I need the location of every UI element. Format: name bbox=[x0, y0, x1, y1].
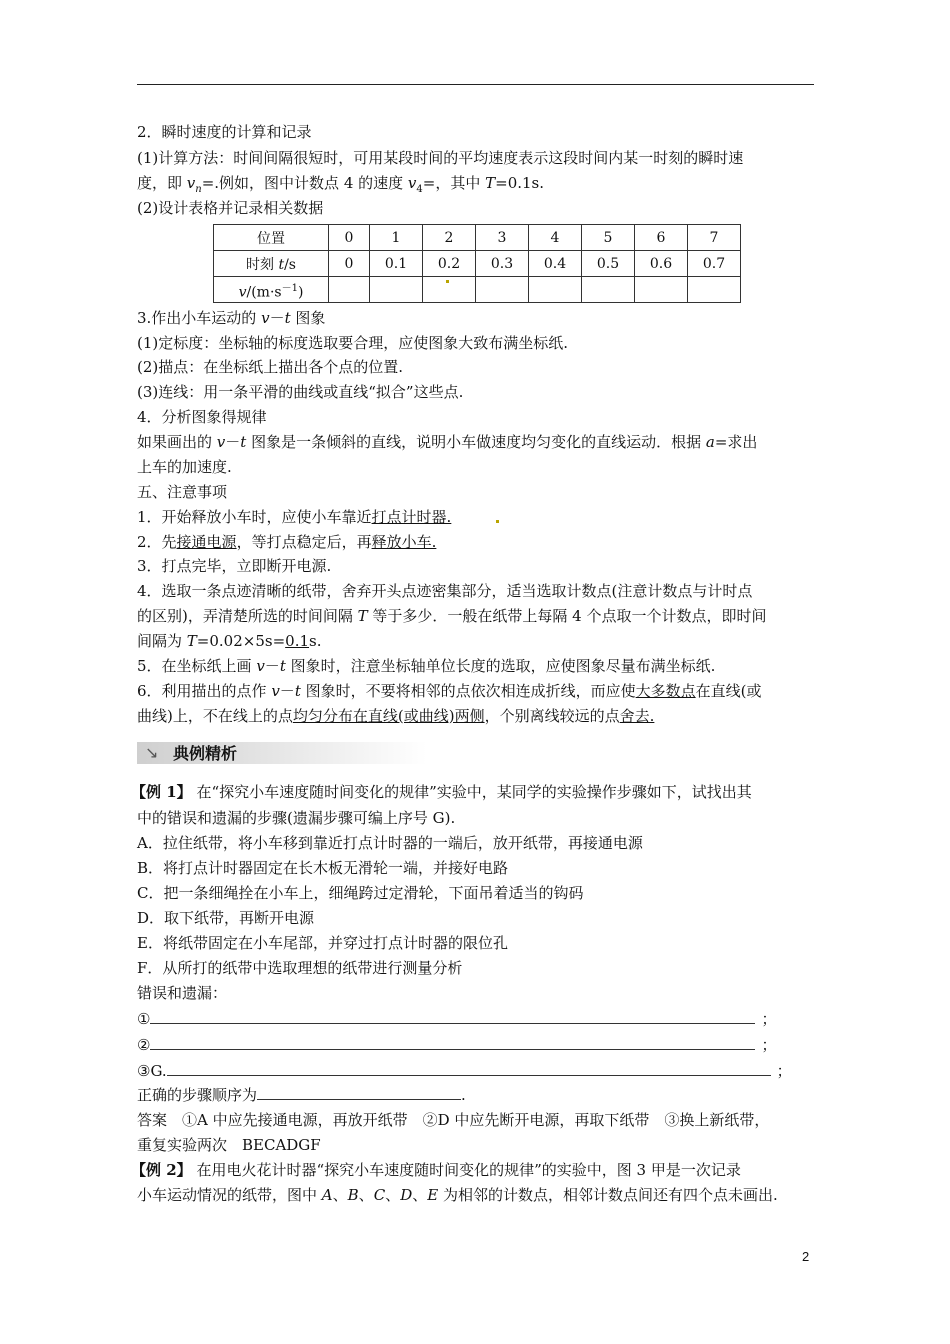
plot-step: (2)描点：在坐标纸上描出各个点的位置. bbox=[137, 358, 404, 376]
table-cell: 1 bbox=[370, 225, 423, 251]
table-cell: 0.1 bbox=[370, 251, 423, 277]
table-cell: 6 bbox=[635, 225, 688, 251]
time-label-cell: 时刻 t/s bbox=[214, 251, 329, 277]
table-cell[interactable] bbox=[370, 277, 423, 303]
table-row bbox=[214, 277, 741, 303]
connect-step: (3)连线：用一条平滑的曲线或直线“拟合”这些点. bbox=[137, 383, 464, 401]
table-cell[interactable] bbox=[582, 277, 635, 303]
table-cell: 0.7 bbox=[688, 251, 741, 277]
table-cell: 0.4 bbox=[529, 251, 582, 277]
table-cell[interactable] bbox=[423, 277, 476, 303]
header-label-cell: 位置 bbox=[214, 225, 329, 251]
example-1-question-line1: 【例 1】 在“探究小车速度随时间变化的规律”实验中，某同学的实验操作步骤如下，试找出其 bbox=[131, 783, 752, 801]
option-c: C．把一条细绳拴在小车上，细绳跨过定滑轮，下面吊着适当的钩码 bbox=[137, 884, 584, 902]
order-blank[interactable]: 正确的步骤顺序为 . bbox=[137, 1086, 466, 1104]
answer-line1: 答案 ①A 中应先接通电源，再放开纸带 ②D 中应先断开电源，再取下纸带 ③换上新纸带， bbox=[137, 1111, 770, 1129]
table-cell: 5 bbox=[582, 225, 635, 251]
calc-method-line1: (1)计算方法：时间间隔很短时，可用某段时间的平均速度表示这段时间内某一时刻的瞬时速 bbox=[137, 149, 744, 167]
section-3-title: 3.作出小车运动的 v－t 图象 bbox=[137, 309, 326, 327]
note-5: 5．在坐标纸上画 v－t 图象时，注意坐标轴单位长度的选取，应使图象尽量布满坐标纸. bbox=[137, 657, 716, 675]
table-cell[interactable] bbox=[476, 277, 529, 303]
example-2-question-line2: 小车运动情况的纸带，图中 A、B、C、D、E 为相邻的计数点，相邻计数点间还有四个点未画出. bbox=[137, 1186, 778, 1204]
answer-blank-1[interactable]: ① ； bbox=[137, 1010, 777, 1028]
answer-blank-2[interactable]: ② ； bbox=[137, 1036, 777, 1054]
note-4-line3: 间隔为 T=0.02×5s=0.1s. bbox=[137, 632, 322, 650]
table-cell[interactable] bbox=[635, 277, 688, 303]
table-cell: 2 bbox=[423, 225, 476, 251]
table-cell: 0 bbox=[329, 225, 370, 251]
note-4-line2: 的区别)，弄清楚所选的时间间隔 T 等于多少．一般在纸带上每隔 4 个点取一个计数点，即时间 bbox=[137, 607, 767, 625]
section-2-title: 2．瞬时速度的计算和记录 bbox=[137, 123, 312, 141]
table-row bbox=[214, 251, 741, 277]
note-1: 1．开始释放小车时，应使小车靠近打点计时器. bbox=[137, 508, 452, 526]
option-a: A．拉住纸带，将小车移到靠近打点计时器的一端后，放开纸带，再接通电源 bbox=[137, 834, 643, 852]
example-2-question-line1: 【例 2】 在用电火花计时器“探究小车速度随时间变化的规律”的实验中，图 3 甲是一次记录 bbox=[131, 1161, 741, 1179]
table-cell: 0.5 bbox=[582, 251, 635, 277]
table-cell: 0.2 bbox=[423, 251, 476, 277]
scale-step: (1)定标度：坐标轴的标度选取要合理，应使图象大致布满坐标纸. bbox=[137, 334, 569, 352]
record-table bbox=[213, 224, 741, 303]
note-4-line1: 4．选取一条点迹清晰的纸带，舍弃开头点迹密集部分，适当选取计数点(注意计数点与计时点 bbox=[137, 582, 753, 600]
section-4-title: 4．分析图象得规律 bbox=[137, 408, 267, 426]
table-cell: 0.6 bbox=[635, 251, 688, 277]
answer-blank-3[interactable]: ③G. ； bbox=[137, 1062, 792, 1080]
table-row bbox=[214, 225, 741, 251]
table-cell: 0.3 bbox=[476, 251, 529, 277]
analysis-line1: 如果画出的 v－t 图象是一条倾斜的直线，说明小车做速度均匀变化的直线运动．根据 a=求出 bbox=[137, 433, 758, 451]
note-6-line1: 6．利用描出的点作 v－t 图象时，不要将相邻的点依次相连成折线，而应使大多数点在直线(或 bbox=[137, 682, 762, 700]
option-e: E．将纸带固定在小车尾部，并穿过打点计时器的限位孔 bbox=[137, 934, 508, 952]
arrow-icon: ↘ bbox=[145, 743, 159, 762]
section-header-title: 典例精析 bbox=[173, 744, 238, 763]
note-6-line2: 曲线)上，不在线上的点均匀分布在直线(或曲线)两侧，个别离线较远的点舍去. bbox=[137, 707, 655, 725]
errors-label: 错误和遗漏： bbox=[137, 984, 228, 1002]
table-cell[interactable] bbox=[329, 277, 370, 303]
answer-line2: 重复实验两次 BECADGF bbox=[137, 1136, 321, 1154]
table-cell: 7 bbox=[688, 225, 741, 251]
page-number: 2 bbox=[802, 1249, 810, 1264]
table-cell[interactable] bbox=[688, 277, 741, 303]
option-f: F．从所打的纸带中选取理想的纸带进行测量分析 bbox=[137, 959, 463, 977]
option-b: B．将打点计时器固定在长木板无滑轮一端，并接好电路 bbox=[137, 859, 509, 877]
table-design-line: (2)设计表格并记录相关数据 bbox=[137, 199, 324, 217]
table-cell[interactable] bbox=[529, 277, 582, 303]
table-cell: 0 bbox=[329, 251, 370, 277]
option-d: D．取下纸带，再断开电源 bbox=[137, 909, 315, 927]
note-2: 2．先接通电源，等打点稳定后，再释放小车. bbox=[137, 533, 437, 551]
section-header bbox=[137, 738, 797, 766]
analysis-line2: 上车的加速度. bbox=[137, 458, 232, 476]
table-cell: 4 bbox=[529, 225, 582, 251]
stray-mark bbox=[496, 520, 499, 523]
velocity-label-cell: $v/(m\cdot s^{-1})$ bbox=[214, 277, 329, 303]
stray-mark bbox=[446, 280, 449, 283]
header-rule bbox=[137, 84, 814, 85]
example-1-question-line2: 中的错误和遗漏的步骤(遗漏步骤可编上序号 G). bbox=[137, 809, 456, 827]
section-5-title: 五、注意事项 bbox=[137, 483, 228, 501]
table-cell: 3 bbox=[476, 225, 529, 251]
note-3: 3．打点完毕，立即断开电源. bbox=[137, 557, 332, 575]
calc-method-line2: 度，即 $v_n=$.例如，图中计数点 4 的速度 $v_4=$，其中 T=0.1s. bbox=[137, 174, 545, 195]
